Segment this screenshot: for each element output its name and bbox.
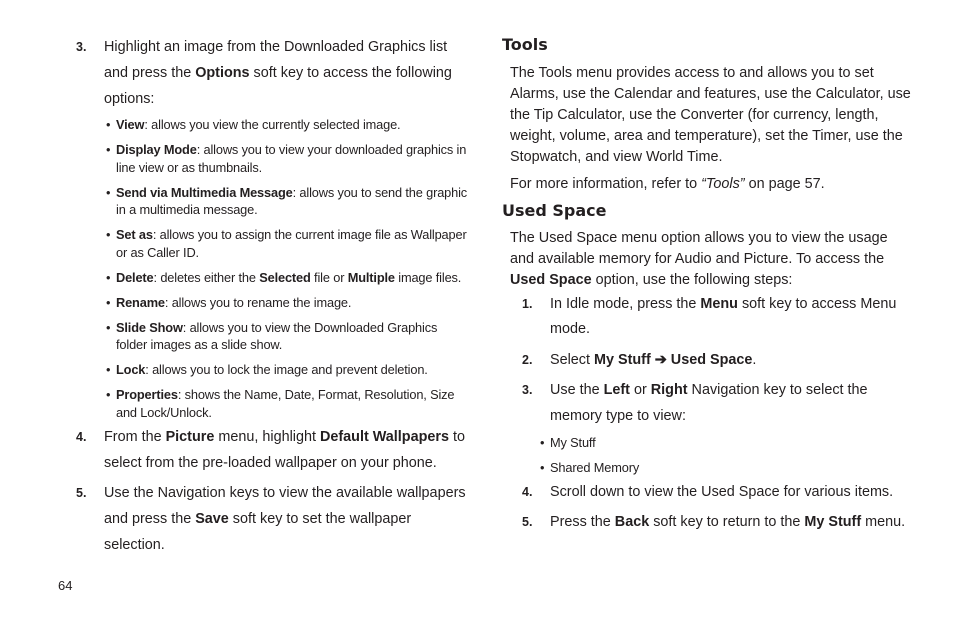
option-desc: : allows you to rename the image. xyxy=(164,294,352,310)
option-term: Delete xyxy=(116,269,154,285)
menu-key: Menu xyxy=(700,296,738,312)
default-wallpapers: Default Wallpapers xyxy=(319,429,449,445)
option-desc: : shows the Name, Date, Format, Resolution, Size and Lock/Unlock. xyxy=(116,387,455,420)
used-space-step-1 xyxy=(520,292,912,342)
option-term: Multiple xyxy=(347,269,395,285)
right-key: Right xyxy=(650,382,688,398)
option-desc: : allows you to assign the current image file as Wallpaper or as Caller ID. xyxy=(116,227,467,260)
step-text: to select from the pre-loaded wallpaper on your phone. xyxy=(104,429,465,471)
step-number: 5. xyxy=(76,486,87,500)
reference-text: on page 57. xyxy=(744,176,825,192)
step-text: Press the xyxy=(550,513,615,530)
step-text: menu, highlight xyxy=(214,429,320,445)
step-number: 5. xyxy=(522,514,533,529)
list-item: • Delete: deletes either the Selected file or Multiple image files. xyxy=(106,269,462,285)
step-text: soft key to set the wallpaper selection. xyxy=(104,511,412,553)
my-stuff-used-space-path: My Stuff ➔ Used Space xyxy=(594,352,753,368)
step-number: 3. xyxy=(522,383,533,397)
list-item: • Properties: shows the Name, Date, Format, Resolution, Size and Lock/Unlock. xyxy=(106,387,455,420)
option-term: Properties xyxy=(116,387,178,402)
list-item: • My Stuff xyxy=(540,435,596,450)
step-text: Use the xyxy=(550,382,604,398)
step-text: Select xyxy=(550,352,594,368)
option-term: Selected xyxy=(259,269,311,285)
options-key: Options xyxy=(195,65,250,81)
left-column xyxy=(74,34,469,558)
step-number: 3. xyxy=(76,40,87,54)
para-text: option, use the following steps: xyxy=(591,272,793,288)
tools-reference xyxy=(510,174,912,195)
step-3-pictures xyxy=(74,34,469,112)
list-item: • Rename: allows you to rename the image. xyxy=(106,294,352,310)
option-desc: : allows you view the currently selected image. xyxy=(144,117,401,132)
used-space-step-4 xyxy=(520,479,912,505)
step-text: Scroll down to view the Used Space for various items. xyxy=(550,483,894,500)
option-term: Rename xyxy=(116,294,165,310)
option-term: Slide Show xyxy=(116,319,183,335)
memory-type: My Stuff xyxy=(550,435,596,450)
used-space-step-5 xyxy=(520,509,912,535)
left-key: Left xyxy=(603,382,630,398)
used-space-step-3 xyxy=(520,377,912,429)
option-term: Set as xyxy=(116,227,153,242)
used-space-term: Used Space xyxy=(510,272,592,288)
step-text: From the xyxy=(104,429,166,445)
option-term: Lock xyxy=(116,362,146,377)
save-key: Save xyxy=(195,511,229,527)
step-5-save xyxy=(74,480,469,558)
option-desc: : allows you to view your downloaded graphics in line view or as thumbnails. xyxy=(116,142,467,175)
list-item: • Set as: allows you to assign the current image file as Wallpaper or as Caller ID. xyxy=(106,227,467,260)
options-list xyxy=(74,116,469,421)
tools-description: The Tools menu provides access to and allows you to set Alarms, use the Calendar and features, use the Calculator, use the Tip Calculator, use the Converter (for currency, length, weight, volume, area and temperature), set the Timer, use the Stopwatch, and view World Time. xyxy=(510,65,911,165)
option-desc: : allows you to view the Downloaded Graphics folder images as a slide show. xyxy=(116,319,438,352)
step-text: soft key to return to the xyxy=(649,513,805,530)
used-space-heading: Used Space xyxy=(502,201,607,220)
option-desc: file or xyxy=(310,269,348,285)
page-number: 64 xyxy=(58,578,73,593)
para-text: The Used Space menu option allows you to view the usage and available memory for Audio and Picture. To access the xyxy=(510,230,888,267)
list-item: • View: allows you view the currently selected image. xyxy=(106,117,401,132)
list-item: • Lock: allows you to lock the image and prevent deletion. xyxy=(106,362,428,377)
list-item: • Shared Memory xyxy=(540,460,640,475)
option-desc: : deletes either the xyxy=(153,269,260,285)
option-term: Display Mode xyxy=(116,142,197,157)
back-key: Back xyxy=(614,513,650,530)
picture-menu: Picture xyxy=(165,429,215,445)
step-text: In Idle mode, press the xyxy=(550,296,701,312)
step-text: soft key to access Menu mode. xyxy=(550,296,897,337)
used-space-description xyxy=(510,228,912,291)
step-4-wallpapers xyxy=(74,424,469,476)
step-text: menu. xyxy=(861,513,906,530)
option-desc: : allows you to send the graphic in a multimedia message. xyxy=(116,184,468,217)
option-term: Send via Multimedia Message xyxy=(116,184,293,200)
list-item: • Send via Multimedia Message: allows you to send the graphic in a multimedia message. xyxy=(106,184,468,217)
step-text: Highlight an image from the Downloaded Graphics list and press the xyxy=(104,39,448,81)
memory-type-list xyxy=(508,434,912,477)
right-column xyxy=(502,34,912,535)
tools-link[interactable]: “Tools” xyxy=(701,176,745,192)
step-number: 4. xyxy=(76,430,87,444)
step-number: 1. xyxy=(522,297,533,311)
step-number: 2. xyxy=(522,353,533,367)
option-desc: image files. xyxy=(394,269,462,285)
reference-text: For more information, refer to xyxy=(510,176,702,192)
list-item: • Slide Show: allows you to view the Downloaded Graphics folder images as a slide show. xyxy=(106,319,438,352)
step-text: Use the Navigation keys to view the available wallpapers and press the xyxy=(104,485,466,527)
option-desc: : allows you to lock the image and prevent deletion. xyxy=(145,362,428,377)
list-item: • Display Mode: allows you to view your downloaded graphics in line view or as thumbnails. xyxy=(106,142,467,175)
step-text: or xyxy=(629,382,651,398)
step-text: Navigation key to select the memory type to view: xyxy=(550,382,868,424)
step-text: . xyxy=(752,352,757,368)
option-term: View xyxy=(116,117,145,132)
tools-heading: Tools xyxy=(502,35,548,54)
memory-type: Shared Memory xyxy=(550,460,640,475)
my-stuff-term: My Stuff xyxy=(804,513,862,530)
used-space-step-2 xyxy=(520,347,912,373)
step-text: soft key to access the following options: xyxy=(104,65,452,107)
step-number: 4. xyxy=(522,484,533,499)
